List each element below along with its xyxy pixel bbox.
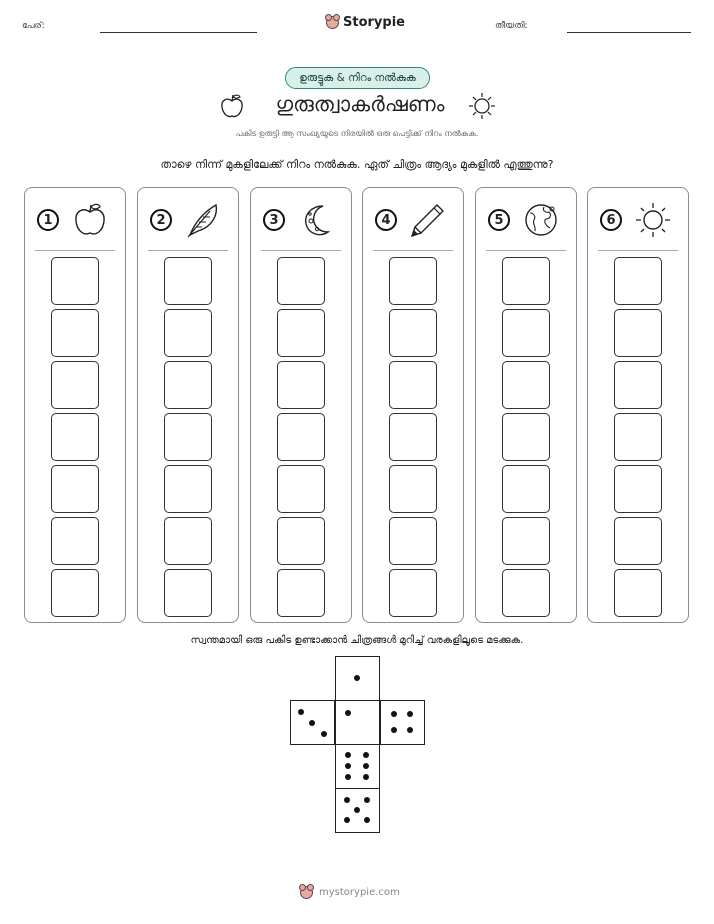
color-box[interactable] (277, 413, 325, 461)
column-divider (261, 250, 341, 251)
column-number: 2 (150, 209, 172, 231)
column-5 (475, 187, 577, 623)
color-box[interactable] (614, 413, 662, 461)
date-label: തീയതി: (495, 21, 528, 31)
color-box[interactable] (164, 569, 212, 617)
color-box[interactable] (277, 309, 325, 357)
color-box[interactable] (614, 465, 662, 513)
dice-face-3 (290, 700, 335, 745)
dice-instruction: സ്വന്തമായി ഒരു പകിട ഉണ്ടാക്കാൻ ചിത്രങ്ങൾ മുറിച്ച് വരകളിലൂടെ മടക്കുക. (190, 635, 524, 646)
color-box[interactable] (164, 413, 212, 461)
bear-icon (326, 16, 339, 29)
moon-icon (297, 201, 335, 239)
color-box[interactable] (614, 361, 662, 409)
color-box[interactable] (614, 517, 662, 565)
column-1 (24, 187, 126, 623)
subtitle: പകിട ഉരുട്ടി ആ സംഖ്യയുടെ നിരയിൽ ഒരു പെട്ടിക്ക് നിറം നൽകുക. (235, 129, 479, 138)
color-box[interactable] (502, 569, 550, 617)
color-box[interactable] (502, 517, 550, 565)
pip (363, 774, 369, 780)
sun-icon (634, 201, 672, 239)
pip (354, 675, 360, 681)
activity-pill: ഉരുട്ടുക & നിറം നൽകുക (285, 67, 430, 89)
color-box[interactable] (389, 413, 437, 461)
color-box[interactable] (389, 361, 437, 409)
column-header (25, 188, 125, 250)
brand-logo (326, 15, 405, 30)
pip (345, 763, 351, 769)
column-divider (373, 250, 453, 251)
column-header (138, 188, 238, 250)
pip (364, 817, 370, 823)
pip (345, 710, 351, 716)
color-box[interactable] (164, 361, 212, 409)
column-3 (250, 187, 352, 623)
column-number: 6 (600, 209, 622, 231)
color-box[interactable] (51, 517, 99, 565)
color-box[interactable] (164, 257, 212, 305)
pip (344, 797, 350, 803)
column-2 (137, 187, 239, 623)
apple-icon (71, 201, 109, 239)
pip (345, 774, 351, 780)
column-6 (587, 187, 689, 623)
dice-face-4 (380, 700, 425, 745)
column-header (476, 188, 576, 250)
color-box[interactable] (389, 257, 437, 305)
pip (344, 817, 350, 823)
pip (354, 807, 360, 813)
color-box[interactable] (502, 465, 550, 513)
pip (363, 752, 369, 758)
column-4 (362, 187, 464, 623)
page-title: ഗുരുത്വാകർഷണം (275, 92, 445, 116)
dice-net (290, 656, 425, 836)
pip (345, 752, 351, 758)
color-box[interactable] (502, 257, 550, 305)
column-header (363, 188, 463, 250)
pip (364, 797, 370, 803)
column-number: 1 (37, 209, 59, 231)
instruction-text: താഴെ നിന്ന് മുകളിലേക്ക് നിറം നൽകുക. ഏത് ചിത്രം ആദ്യം മുകളിൽ എത്തുന്നു? (160, 158, 554, 171)
column-header (588, 188, 688, 250)
footer-url: mystorypie.com (319, 887, 400, 898)
column-number: 5 (488, 209, 510, 231)
column-header (251, 188, 351, 250)
color-box[interactable] (389, 569, 437, 617)
color-box[interactable] (277, 361, 325, 409)
color-box[interactable] (164, 465, 212, 513)
color-box[interactable] (614, 309, 662, 357)
column-number: 3 (263, 209, 285, 231)
color-box[interactable] (51, 465, 99, 513)
pip (363, 763, 369, 769)
sun-icon (467, 91, 497, 121)
color-box[interactable] (389, 309, 437, 357)
date-line[interactable] (567, 32, 691, 33)
color-box[interactable] (614, 257, 662, 305)
footer (300, 886, 420, 899)
dice-face-center (335, 700, 380, 745)
pip (298, 709, 304, 715)
color-box[interactable] (277, 517, 325, 565)
color-box[interactable] (502, 413, 550, 461)
column-divider (35, 250, 115, 251)
color-box[interactable] (164, 517, 212, 565)
earth-icon (522, 201, 560, 239)
color-box[interactable] (51, 413, 99, 461)
color-box[interactable] (502, 361, 550, 409)
apple-icon (219, 92, 245, 120)
pencil-icon (409, 201, 447, 239)
name-label: പേര്: (22, 21, 45, 31)
color-box[interactable] (51, 361, 99, 409)
column-divider (148, 250, 228, 251)
column-divider (486, 250, 566, 251)
dice-face-5 (335, 788, 380, 833)
pip (309, 720, 315, 726)
color-box[interactable] (502, 309, 550, 357)
color-box[interactable] (614, 569, 662, 617)
color-box[interactable] (164, 309, 212, 357)
pip (407, 727, 413, 733)
brand-name: Storypie (343, 15, 405, 30)
color-box[interactable] (51, 309, 99, 357)
dice-face-1 (335, 656, 380, 701)
color-box[interactable] (51, 569, 99, 617)
dice-face-6 (335, 744, 380, 789)
color-box[interactable] (389, 465, 437, 513)
color-box[interactable] (277, 569, 325, 617)
color-box[interactable] (51, 257, 99, 305)
color-box[interactable] (277, 465, 325, 513)
name-line[interactable] (100, 32, 257, 33)
column-number: 4 (375, 209, 397, 231)
pip (321, 731, 327, 737)
feather-icon (184, 201, 222, 239)
pip (391, 711, 397, 717)
column-divider (598, 250, 678, 251)
color-box[interactable] (277, 257, 325, 305)
bear-icon (300, 886, 313, 899)
pip (391, 727, 397, 733)
color-box[interactable] (389, 517, 437, 565)
pip (407, 711, 413, 717)
